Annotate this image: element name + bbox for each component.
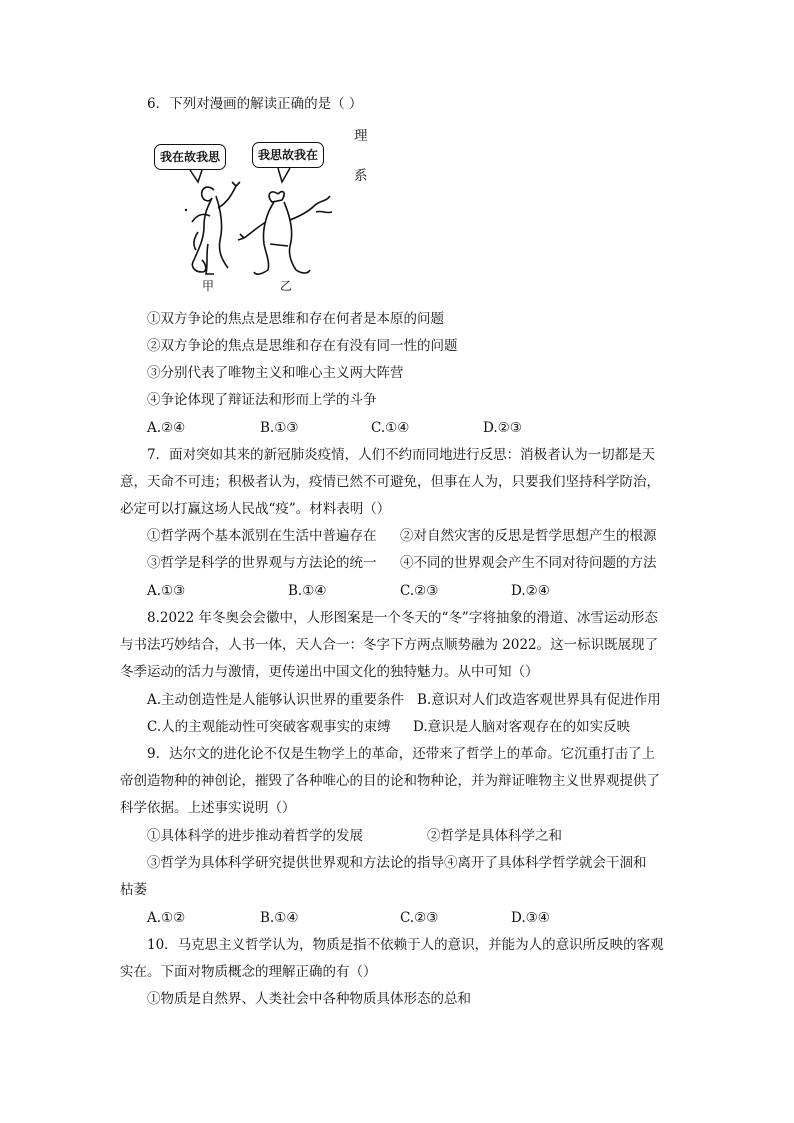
q6-option-a: A.②④ xyxy=(147,420,186,436)
q10-line-1: 10．马克思主义哲学认为，物质是指不依赖于人的意识，并能为人的意识所反映的客观 xyxy=(147,937,664,953)
q8-line-3: 冬季运动的活力与激情，更传递出中国文化的独特魅力。从中可知（） xyxy=(120,664,539,680)
q6-option-b: B.①③ xyxy=(260,420,299,436)
q6-side-char-2: 系 xyxy=(354,168,368,184)
label-jia: 甲 xyxy=(202,279,215,293)
q8-line-1: 8.2022 年冬奥会会徽中，人形图案是一个冬天的“冬”字将抽象的滑道、冰雪运动形态 xyxy=(147,610,658,626)
q8-option-d: D.意识是人脑对客观存在的如实反映 xyxy=(413,719,631,735)
q9-item-2: ②哲学是具体科学之和 xyxy=(427,828,562,844)
bubble-left: 我在故我思 xyxy=(154,144,226,170)
q6-cartoon xyxy=(150,136,338,296)
q6-item-2: ②双方争论的焦点是思维和存在有没有同一性的问题 xyxy=(147,338,458,354)
q9-item-3: ③哲学为具体科学研究提供世界观和方法论的指导④离开了具体科学哲学就会干涸和 xyxy=(147,855,647,871)
q7-option-c: C.②③ xyxy=(400,583,439,599)
q6-side-char-1: 理 xyxy=(354,128,368,144)
cartoon-figures-drawing xyxy=(150,136,338,296)
figure-jia xyxy=(192,182,240,274)
q9-option-b: B.①④ xyxy=(260,910,299,926)
q9-item-3-cont: 枯萎 xyxy=(120,882,147,898)
q7-line-1: 7．面对突如其来的新冠肺炎疫情，人们不约而同地进行反思：消极者认为一切都是天 xyxy=(147,447,656,463)
q7-item-2: ②对自然灾害的反思是哲学思想产生的根源 xyxy=(400,528,657,544)
q9-item-1: ①具体科学的进步推动着哲学的发展 xyxy=(147,828,363,844)
q9-line-3: 科学依据。上述事实说明（） xyxy=(120,800,296,816)
q6-option-c: C.①④ xyxy=(371,420,410,436)
q7-option-b: B.①④ xyxy=(288,583,327,599)
q8-option-b: B.意识对人们改造客观世界具有促进作用 xyxy=(417,692,661,708)
q9-option-d: D.③④ xyxy=(511,910,550,926)
q9-line-1: 9．达尔文的进化论不仅是生物学上的革命，还带来了哲学上的革命。它沉重打击了上 xyxy=(147,746,656,762)
bubble-right: 我思故我在 xyxy=(252,142,324,168)
q9-option-a: A.①② xyxy=(147,910,186,926)
q7-option-a: A.①③ xyxy=(147,583,186,599)
q10-line-2: 实在。下面对物质概念的理解正确的有（） xyxy=(120,964,377,980)
q6-option-d: D.②③ xyxy=(483,420,522,436)
q9-option-c: C.②③ xyxy=(400,910,439,926)
q6-item-1: ①双方争论的焦点是思维和存在何者是本原的问题 xyxy=(147,311,444,327)
q10-item-1: ①物质是自然界、人类社会中各种物质具体形态的总和 xyxy=(147,991,471,1007)
q7-item-3: ③哲学是科学的世界观与方法论的统一 xyxy=(147,555,377,571)
q7-item-4: ④不同的世界观会产生不同对待问题的方法 xyxy=(400,555,657,571)
q7-line-3: 必定可以打赢这场人民战“疫”。材料表明（） xyxy=(120,501,391,517)
q6-item-3: ③分别代表了唯物主义和唯心主义两大阵营 xyxy=(147,365,404,381)
q7-line-2: 意，天命不可违；积极者认为，疫情已然不可避免，但事在人为，只要我们坚持科学防治， xyxy=(120,474,660,490)
q6-stem: 6．下列对漫画的解读正确的是（ ） xyxy=(147,96,363,112)
q6-item-4: ④争论体现了辩证法和形而上学的斗争 xyxy=(147,392,377,408)
figure-yi xyxy=(238,192,332,275)
q8-option-c: C.人的主观能动性可突破客观事实的束缚 xyxy=(147,719,391,735)
q8-line-2: 与书法巧妙结合，人书一体，天人合一：冬字下方两点顺势融为 2022。这一标识既展现了 xyxy=(120,637,659,653)
q7-option-d: D.②④ xyxy=(511,583,550,599)
q8-option-a: A.主动创造性是人能够认识世界的重要条件 xyxy=(147,692,405,708)
label-yi: 乙 xyxy=(280,279,293,293)
q7-item-1: ①哲学两个基本派别在生活中普遍存在 xyxy=(147,528,377,544)
q9-line-2: 帝创造物种的神创论，摧毁了各种唯心的目的论和物种论，并为辩证唯物主义世界观提供了 xyxy=(120,773,660,789)
